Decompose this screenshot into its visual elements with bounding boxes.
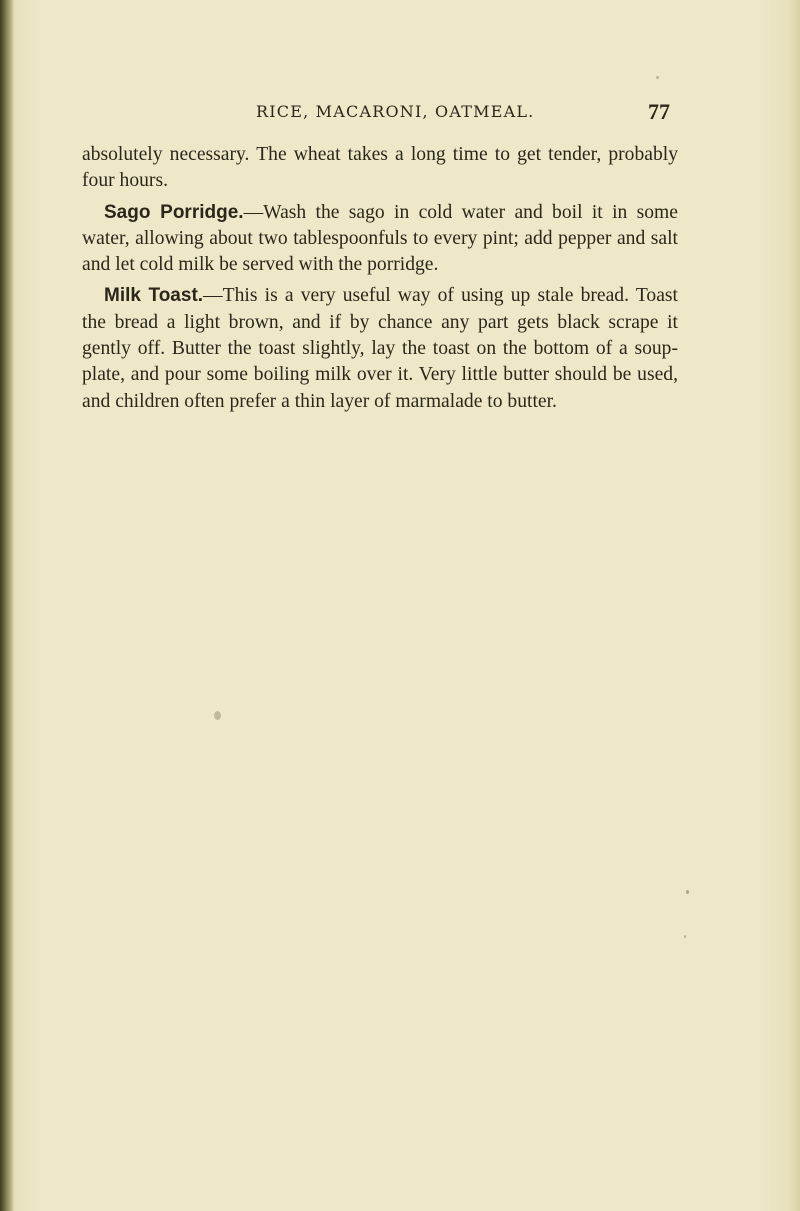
paragraph-text: —This is a very useful way of using up stale bread. Toast the bread a light brown, and if by chance any part gets black scrape it gently off. Butter the toast slightly, lay the toast on the bottom of a soup-plate, and pour some boiling milk over it. Very little butter should be used, and children often prefer a thin layer of marmalade to butter.: [82, 285, 678, 412]
running-head: RICE, MACARONI, OATMEAL.: [256, 102, 535, 121]
paragraph-text: absolutely necessary. The wheat takes a long time to get tender, probably four hours.: [82, 144, 678, 192]
body-text: [82, 142, 678, 415]
page-number: 77: [648, 99, 670, 124]
paper-speck: [214, 711, 221, 720]
paragraph-sago-porridge: [82, 200, 678, 279]
recipe-title: Milk Toast.: [104, 285, 204, 307]
paragraph-milk-toast: [82, 283, 678, 414]
paragraph-text: —Wash the sago in cold water and boil it in some water, allowing about two tablespoonfuls to every pint; add pepper and salt and let cold milk be served with the porridge.: [82, 201, 678, 276]
recipe-title: Sago Porridge.: [104, 201, 244, 223]
page-header: [0, 99, 800, 129]
page-binding-edge: [0, 0, 14, 1211]
paper-speck: [686, 890, 689, 894]
paragraph-continuation: [82, 142, 678, 195]
paper-speck: [656, 76, 659, 79]
paper-speck: [684, 935, 686, 938]
